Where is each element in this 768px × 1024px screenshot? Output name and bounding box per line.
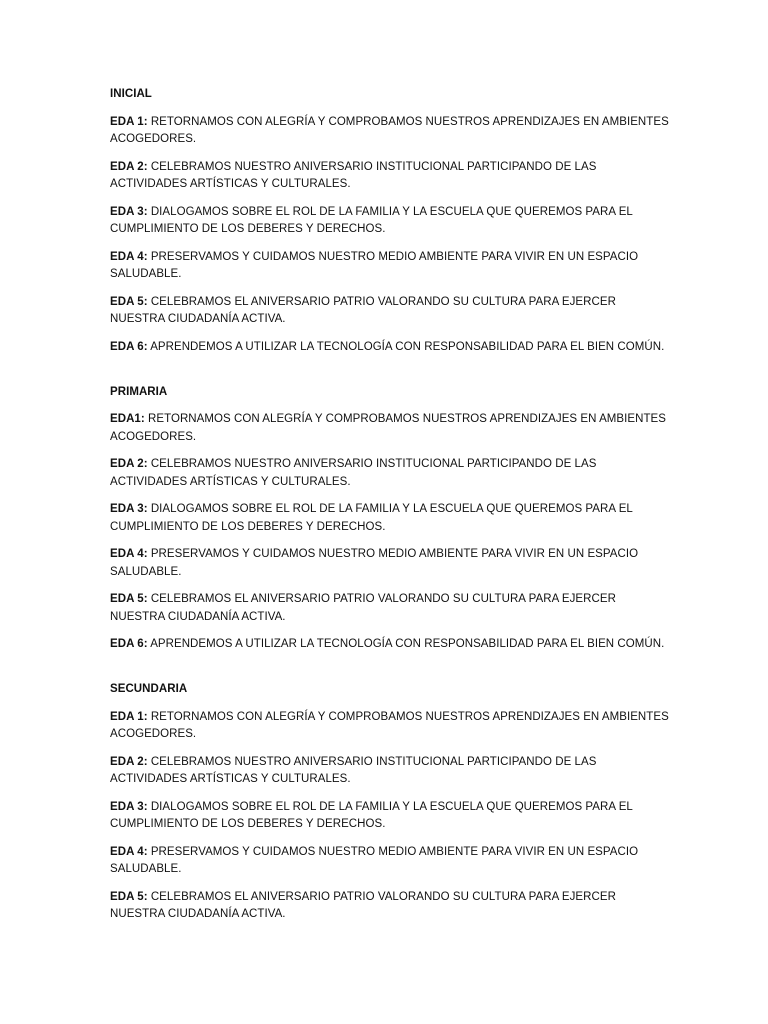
eda-text: RETORNAMOS CON ALEGRÍA Y COMPROBAMOS NUESTROS APRENDIZAJES EN AMBIENTES ACOGEDORES. (110, 115, 669, 145)
eda-item (110, 114, 670, 149)
eda-item (110, 799, 670, 834)
eda-item (110, 294, 670, 329)
eda-text: CELEBRAMOS EL ANIVERSARIO PATRIO VALORANDO SU CULTURA PARA EJERCER NUESTRA CIUDADANÍA ACTIVA. (110, 593, 616, 623)
eda-label: EDA 6: (110, 340, 148, 353)
eda-item (110, 159, 670, 194)
eda-label: EDA 4: (110, 548, 148, 560)
eda-text: DIALOGAMOS SOBRE EL ROL DE LA FAMILIA Y LA ESCUELA QUE QUEREMOS PARA EL CUMPLIMIENTO DE LOS DEBERES Y DERECHOS. (110, 800, 633, 830)
eda-label: EDA 5: (110, 295, 148, 308)
eda-label: EDA 2: (110, 160, 148, 173)
eda-label: EDA 3: (110, 205, 148, 218)
eda-text: CELEBRAMOS EL ANIVERSARIO PATRIO VALORANDO SU CULTURA PARA EJERCER NUESTRA CIUDADANÍA ACTIVA. (110, 890, 616, 920)
eda-label: EDA 1: (110, 710, 148, 723)
document-page (110, 86, 670, 934)
section-title-secundaria: SECUNDARIA (110, 683, 188, 695)
eda-label: EDA 3: (110, 800, 148, 813)
section-title-inicial: INICIAL (110, 88, 152, 100)
eda-label: EDA 5: (110, 593, 148, 605)
eda-item (110, 249, 670, 284)
eda-text: CELEBRAMOS EL ANIVERSARIO PATRIO VALORANDO SU CULTURA PARA EJERCER NUESTRA CIUDADANÍA ACTIVA. (110, 295, 616, 325)
eda-item (110, 636, 670, 671)
eda-item (110, 709, 670, 744)
eda-item (110, 501, 670, 536)
eda-text: PRESERVAMOS Y CUIDAMOS NUESTRO MEDIO AMBIENTE PARA VIVIR EN UN ESPACIO SALUDABLE. (110, 548, 639, 578)
eda-item (110, 591, 670, 626)
eda-label: EDA 4: (110, 250, 148, 263)
eda-item (110, 844, 670, 879)
eda-text: APRENDEMOS A UTILIZAR LA TECNOLOGÍA CON RESPONSABILIDAD PARA EL BIEN COMÚN. (147, 638, 665, 650)
eda-text: DIALOGAMOS SOBRE EL ROL DE LA FAMILIA Y LA ESCUELA QUE QUEREMOS PARA EL CUMPLIMIENTO DE LOS DEBERES Y DERECHOS. (110, 503, 633, 533)
eda-text: CELEBRAMOS NUESTRO ANIVERSARIO INSTITUCIONAL PARTICIPANDO DE LAS ACTIVIDADES ARTÍSTICAS Y CULTURALES. (110, 458, 597, 488)
eda-item (110, 411, 670, 446)
eda-label: EDA 5: (110, 890, 148, 903)
eda-label: EDA 3: (110, 503, 148, 515)
eda-label: EDA 4: (110, 845, 148, 858)
eda-label: EDA 2: (110, 458, 148, 470)
eda-item (110, 889, 670, 924)
eda-label: EDA 2: (110, 755, 148, 768)
eda-text: RETORNAMOS CON ALEGRÍA Y COMPROBAMOS NUESTROS APRENDIZAJES EN AMBIENTES ACOGEDORES. (110, 413, 666, 443)
eda-text: CELEBRAMOS NUESTRO ANIVERSARIO INSTITUCIONAL PARTICIPANDO DE LAS ACTIVIDADES ARTÍSTICAS Y CULTURALES. (110, 755, 597, 785)
eda-label: EDA 1: (110, 115, 148, 128)
eda-item (110, 204, 670, 239)
eda-text: RETORNAMOS CON ALEGRÍA Y COMPROBAMOS NUESTROS APRENDIZAJES EN AMBIENTES ACOGEDORES. (110, 710, 669, 740)
eda-item (110, 754, 670, 789)
eda-text: APRENDEMOS A UTILIZAR LA TECNOLOGÍA CON RESPONSABILIDAD PARA EL BIEN COMÚN. (147, 340, 665, 353)
eda-text: CELEBRAMOS NUESTRO ANIVERSARIO INSTITUCIONAL PARTICIPANDO DE LAS ACTIVIDADES ARTÍSTICAS Y CULTURALES. (110, 160, 597, 190)
eda-text: PRESERVAMOS Y CUIDAMOS NUESTRO MEDIO AMBIENTE PARA VIVIR EN UN ESPACIO SALUDABLE. (110, 250, 639, 280)
eda-label: EDA1: (110, 413, 145, 425)
eda-item (110, 546, 670, 581)
eda-item (110, 456, 670, 491)
eda-label: EDA 6: (110, 638, 148, 650)
eda-text: PRESERVAMOS Y CUIDAMOS NUESTRO MEDIO AMBIENTE PARA VIVIR EN UN ESPACIO SALUDABLE. (110, 845, 639, 875)
eda-text: DIALOGAMOS SOBRE EL ROL DE LA FAMILIA Y LA ESCUELA QUE QUEREMOS PARA EL CUMPLIMIENTO DE LOS DEBERES Y DERECHOS. (110, 205, 633, 235)
eda-item (110, 339, 670, 374)
section-title-primaria: PRIMARIA (110, 385, 168, 398)
